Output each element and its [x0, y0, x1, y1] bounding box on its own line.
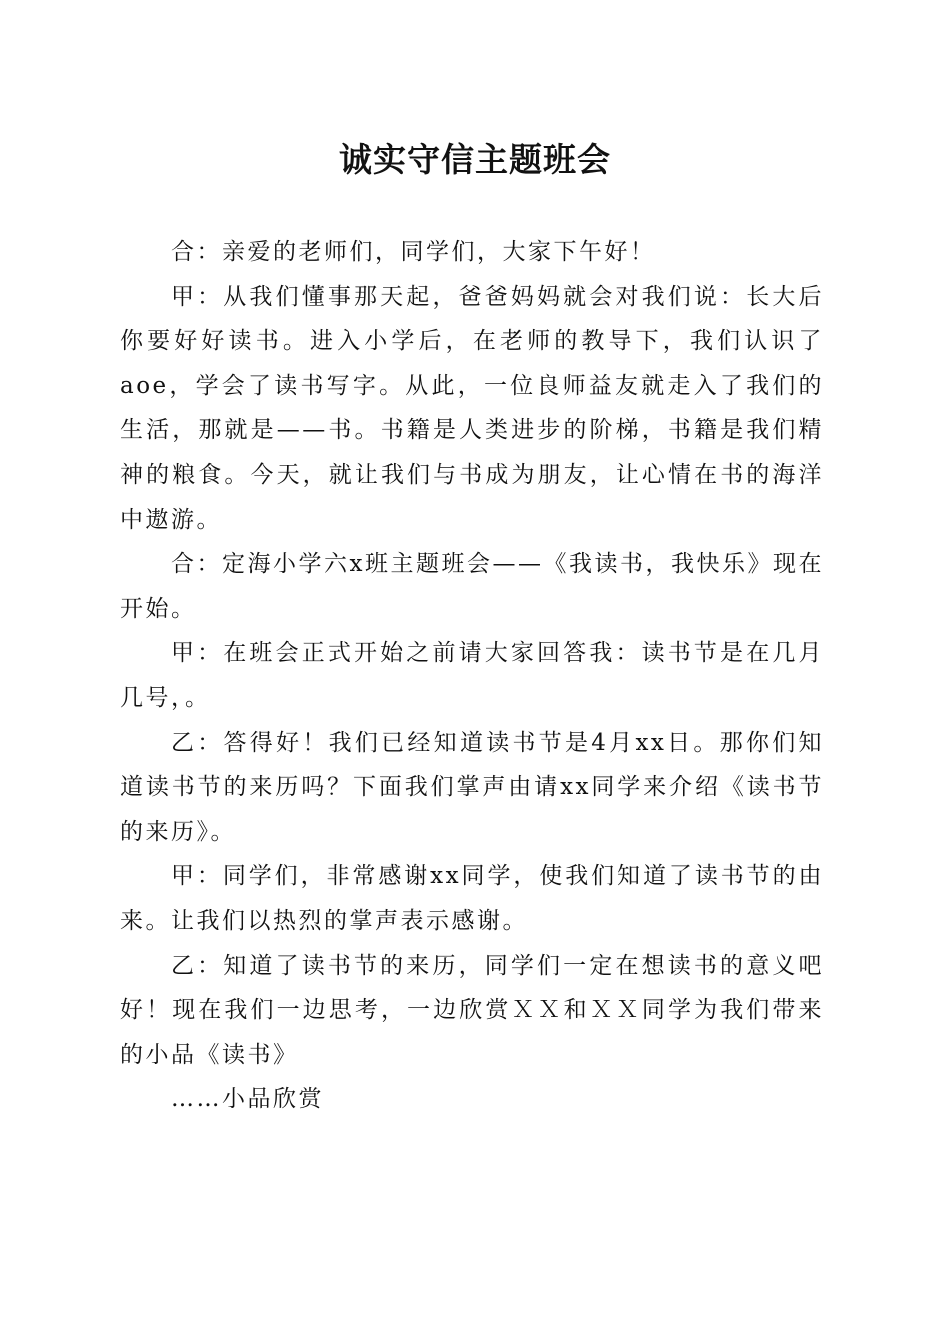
document-title: 诚实守信主题班会	[339, 140, 611, 179]
paragraph-skit-note: ……小品欣赏	[171, 1086, 324, 1113]
paragraph-jia-intro: 甲：从我们懂事那天起，爸爸妈妈就会对我们说：长大后你要好好读书。进入小学后，在老师的教导下，我们认识了aoe，学会了读书写字。从此，一位良师益友就走入了我们的生活，那就是——书。书籍是人类进步的阶梯，书籍是我们精神的粮食。今天，就让我们与书成为朋友，让心情在书的海洋中遨游。	[120, 283, 824, 533]
paragraph-jia-question: 甲：在班会正式开始之前请大家回答我：读书节是在几月几号，。	[120, 640, 824, 711]
paragraph-yi-history: 乙：答得好！我们已经知道读书节是4月xx日。那你们知道读书节的来历吗？下面我们掌声由请xx同学来介绍《读书节的来历》。	[120, 729, 824, 845]
paragraph-jia-thanks: 甲：同学们，非常感谢xx同学，使我们知道了读书节的由来。让我们以热烈的掌声表示感谢。	[120, 863, 824, 934]
paragraph-yi-skit: 乙：知道了读书节的来历，同学们一定在想读书的意义吧好！现在我们一边思考，一边欣赏ＸＸ和ＸＸ同学为我们带来的小品《读书》	[120, 952, 825, 1068]
paragraph-greeting: 合：亲爱的老师们，同学们，大家下午好！	[171, 239, 656, 265]
paragraph-he-opening: 合：定海小学六x班主题班会——《我读书，我快乐》现在开始。	[120, 551, 824, 622]
document-body	[120, 230, 824, 1122]
